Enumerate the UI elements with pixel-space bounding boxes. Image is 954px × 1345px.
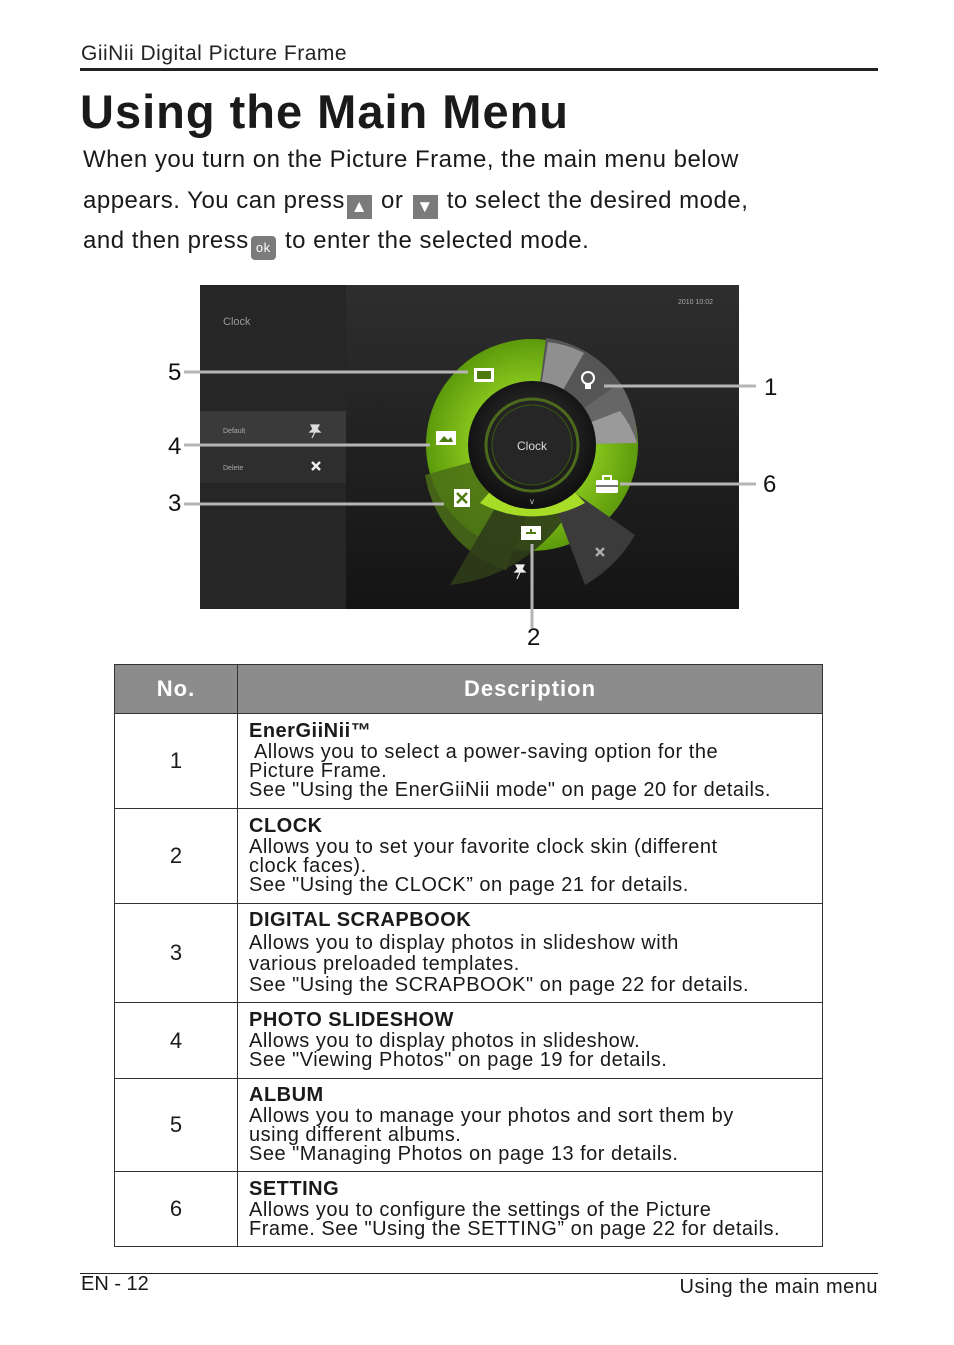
- down-arrow-key-icon: ▼: [413, 195, 438, 219]
- intro-text-segment: appears. You can press: [83, 186, 345, 214]
- description-line: various preloaded templates.: [249, 953, 520, 975]
- screen-center-label: Clock: [516, 439, 548, 453]
- header-product: GiiNii Digital Picture Frame: [81, 42, 348, 65]
- mode-name: SETTING: [249, 1177, 340, 1200]
- description-line: clock faces).: [249, 855, 367, 877]
- callout-5: 5: [168, 359, 182, 386]
- scrapbook-icon: [454, 489, 470, 507]
- intro-line-2: [83, 181, 843, 222]
- row-number: 4: [115, 1003, 238, 1079]
- description-line: See "Using the SCRAPBOOK" on page 22 for details.: [249, 974, 750, 996]
- table-row: [115, 904, 823, 1003]
- description-line: See "Managing Photos on page 13 for details.: [249, 1143, 679, 1165]
- description-line: Allows you to manage your photos and sort them by: [249, 1105, 734, 1127]
- row-number: 1: [115, 714, 238, 809]
- intro-line-1: When you turn on the Picture Frame, the main menu below: [83, 146, 739, 173]
- row-description: [238, 904, 823, 1003]
- description-line: Allows you to set your favorite clock skin (different: [249, 836, 718, 858]
- description-line: Allows you to configure the settings of the Picture: [249, 1198, 712, 1221]
- row-number: 2: [115, 809, 238, 904]
- table-body: [115, 714, 823, 1247]
- row-description: [238, 809, 823, 904]
- table-row: [115, 1003, 823, 1079]
- footer-page-number: EN - 12: [81, 1273, 149, 1295]
- header-no: No.: [115, 665, 238, 714]
- callout-6: 6: [763, 471, 777, 498]
- intro-line-3: [83, 221, 843, 262]
- intro-text-segment: to enter the selected mode.: [284, 227, 590, 254]
- intro-text-segment: and then press: [83, 227, 249, 254]
- clock-slot-icon: [521, 526, 541, 540]
- screen-center-chevron: v: [530, 497, 534, 506]
- up-arrow-key-icon: ▲: [347, 195, 372, 219]
- mode-name: ALBUM: [249, 1084, 324, 1106]
- callout-3: 3: [168, 490, 182, 517]
- footer-section: Using the main menu: [679, 1276, 878, 1298]
- header-rule: [80, 68, 878, 71]
- callout-2: 2: [527, 624, 541, 651]
- row-number: 5: [115, 1079, 238, 1172]
- description-line: See "Using the EnerGiiNii mode" on page 20 for details.: [249, 779, 771, 801]
- row-number: 6: [115, 1172, 238, 1247]
- description-line: Allows you to display photos in slideshow with: [249, 932, 679, 954]
- callout-4: 4: [168, 433, 182, 460]
- header-description: Description: [238, 665, 823, 714]
- description-line: using different albums.: [249, 1124, 462, 1146]
- table-row: [115, 1079, 823, 1172]
- mode-name: DIGITAL SCRAPBOOK: [249, 909, 472, 931]
- slideshow-icon: [436, 431, 456, 445]
- table-row: [115, 1172, 823, 1247]
- table-header-row: [115, 665, 823, 714]
- row-description: [238, 714, 823, 809]
- mode-name: PHOTO SLIDESHOW: [249, 1009, 454, 1031]
- description-line: Allows you to display photos in slideshow.: [249, 1030, 641, 1052]
- mode-description-table: [114, 664, 823, 1247]
- mode-name: EnerGiiNii™: [249, 720, 372, 742]
- screen-datetime: 2010 10:02: [678, 299, 714, 306]
- description-line: Picture Frame.: [249, 760, 388, 782]
- intro-text-segment: or: [381, 186, 404, 214]
- main-menu-screenshot: [200, 285, 739, 609]
- table-row: [115, 714, 823, 809]
- ok-key-icon: ok: [251, 236, 276, 260]
- album-icon: [474, 368, 494, 382]
- row-description: [238, 1079, 823, 1172]
- row-number: 3: [115, 904, 238, 1003]
- description-line: Frame. See "Using the SETTING” on page 22 for details.: [249, 1217, 780, 1240]
- screen-mode-label: Clock: [223, 316, 251, 328]
- row-description: [238, 1172, 823, 1247]
- screen-menu-delete: Delete: [223, 465, 244, 472]
- screen-menu-default: Default: [223, 428, 246, 435]
- footer-rule: [80, 1273, 878, 1274]
- description-line: See "Viewing Photos" on page 19 for details.: [249, 1049, 668, 1071]
- intro-text: [83, 140, 843, 262]
- row-description: [238, 1003, 823, 1079]
- callout-1: 1: [764, 374, 778, 401]
- intro-text-segment: to select the desired mode,: [446, 186, 749, 214]
- page-title: Using the Main Menu: [80, 85, 569, 138]
- mode-name: CLOCK: [249, 815, 323, 837]
- description-line: See "Using the CLOCK” on page 21 for details.: [249, 874, 689, 896]
- table-row: [115, 809, 823, 904]
- description-line: Allows you to select a power-saving option for the: [249, 741, 719, 763]
